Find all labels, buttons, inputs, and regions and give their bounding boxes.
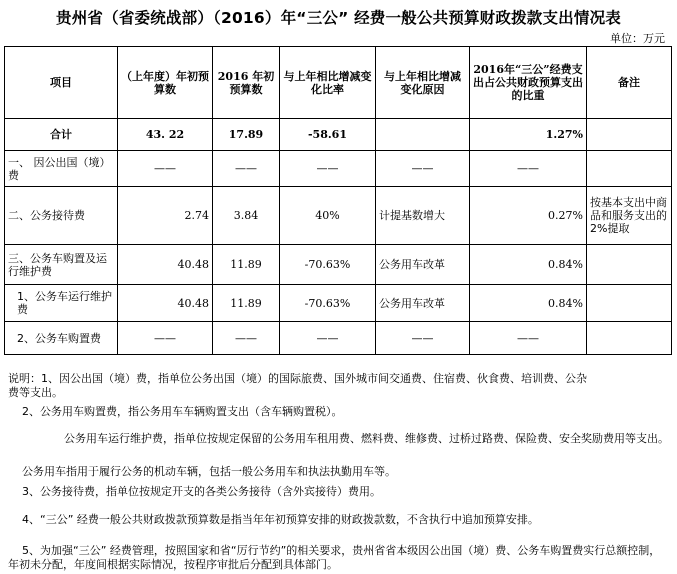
note-3: 公务用车运行维护费，指单位按规定保留的公务用车租用费、燃料费、维修费、过桥过路费、保险费、安全奖励费用等支出。 [64,432,669,445]
cell-reason: —— [376,322,470,355]
note-1: 说明：1、因公出国（境）费，指单位公务出国（境）的国际旅费、国外城市间交通费、住宿费、伙食费、培训费、公杂费等支出。 [8,372,587,399]
page-title: 贵州省（省委统战部）（2016）年“三公” 经费一般公共预算财政拨款支出情况表 [56,9,621,27]
cell-cur: 3.84 [213,187,280,245]
cell-reason [376,119,470,151]
cell-item: 二、公务接待费 [5,187,118,245]
cell-remark [587,285,672,322]
cell-share: 0.84% [470,285,587,322]
cell-remark [587,151,672,187]
cell-rate: —— [280,322,376,355]
cell-prev: 40.48 [118,285,213,322]
cell-item: 一、 因公出国（境）费 [5,151,118,187]
cell-item: 合计 [5,119,118,151]
cell-reason: 公务用车改革 [376,285,470,322]
cell-rate: -70.63% [280,245,376,285]
cell-share: 0.84% [470,245,587,285]
header-share-2016: 2016年“三公”经费支出占公共财政预算支出的比重 [470,47,587,119]
header-change-reason: 与上年相比增减变化原因 [376,47,470,119]
cell-cur: —— [213,322,280,355]
cell-remark [587,245,672,285]
cell-share: 1.27% [470,119,587,151]
cell-item: 1、公务车运行维护费 [5,285,118,322]
budget-table [4,46,672,355]
table-header-row [5,47,672,119]
header-item: 项目 [5,47,118,119]
cell-rate: 40% [280,187,376,245]
cell-remark [587,119,672,151]
cell-remark [587,322,672,355]
note-5: 3、公务接待费，指单位按规定开支的各类公务接待（含外宾接待）费用。 [22,485,381,498]
header-change-rate: 与上年相比增减变化比率 [280,47,376,119]
unit-label: 单位：万元 [610,32,665,45]
cell-remark: 按基本支出中商品和服务支出的2%提取 [587,187,672,245]
cell-reason: —— [376,151,470,187]
cell-prev: —— [118,322,213,355]
cell-rate: -58.61 [280,119,376,151]
cell-rate: —— [280,151,376,187]
cell-reason: 公务用车改革 [376,245,470,285]
note-7: 5、为加强“三公” 经费管理，按照国家和省“厉行节约”的相关要求，贵州省省本级因公出国（境）费、公务车购置费实行总额控制，年初未分配，年度间根据实际情况，按程序审批后分配到具体部门。 [8,544,661,571]
cell-reason: 计提基数增大 [376,187,470,245]
cell-rate: -70.63% [280,285,376,322]
table-row-total [5,119,672,151]
cell-prev: 2.74 [118,187,213,245]
cell-item: 三、公务车购置及运行维护费 [5,245,118,285]
cell-prev: —— [118,151,213,187]
cell-prev: 40.48 [118,245,213,285]
cell-share: —— [470,151,587,187]
cell-cur: 11.89 [213,245,280,285]
cell-share: —— [470,322,587,355]
note-6: 4、“三公” 经费一般公共财政拨款预算数是指当年年初预算安排的财政拨款数，不含执行中追加预算安排。 [22,513,539,526]
cell-item: 2、公务车购置费 [5,322,118,355]
note-2: 2、公务用车购置费，指公务用车车辆购置支出（含车辆购置税）。 [22,405,343,418]
table-row [5,245,672,285]
table-row [5,151,672,187]
cell-prev: 43. 22 [118,119,213,151]
cell-cur: 17.89 [213,119,280,151]
table-row [5,187,672,245]
table-row [5,322,672,355]
header-prev-budget: （上年度）年初预算数 [118,47,213,119]
header-budget-2016: 2016 年初预算数 [213,47,280,119]
cell-share: 0.27% [470,187,587,245]
cell-cur: —— [213,151,280,187]
cell-cur: 11.89 [213,285,280,322]
note-4: 公务用车指用于履行公务的机动车辆，包括一般公务用车和执法执勤用车等。 [22,465,396,478]
header-remarks: 备注 [587,47,672,119]
table-row [5,285,672,322]
